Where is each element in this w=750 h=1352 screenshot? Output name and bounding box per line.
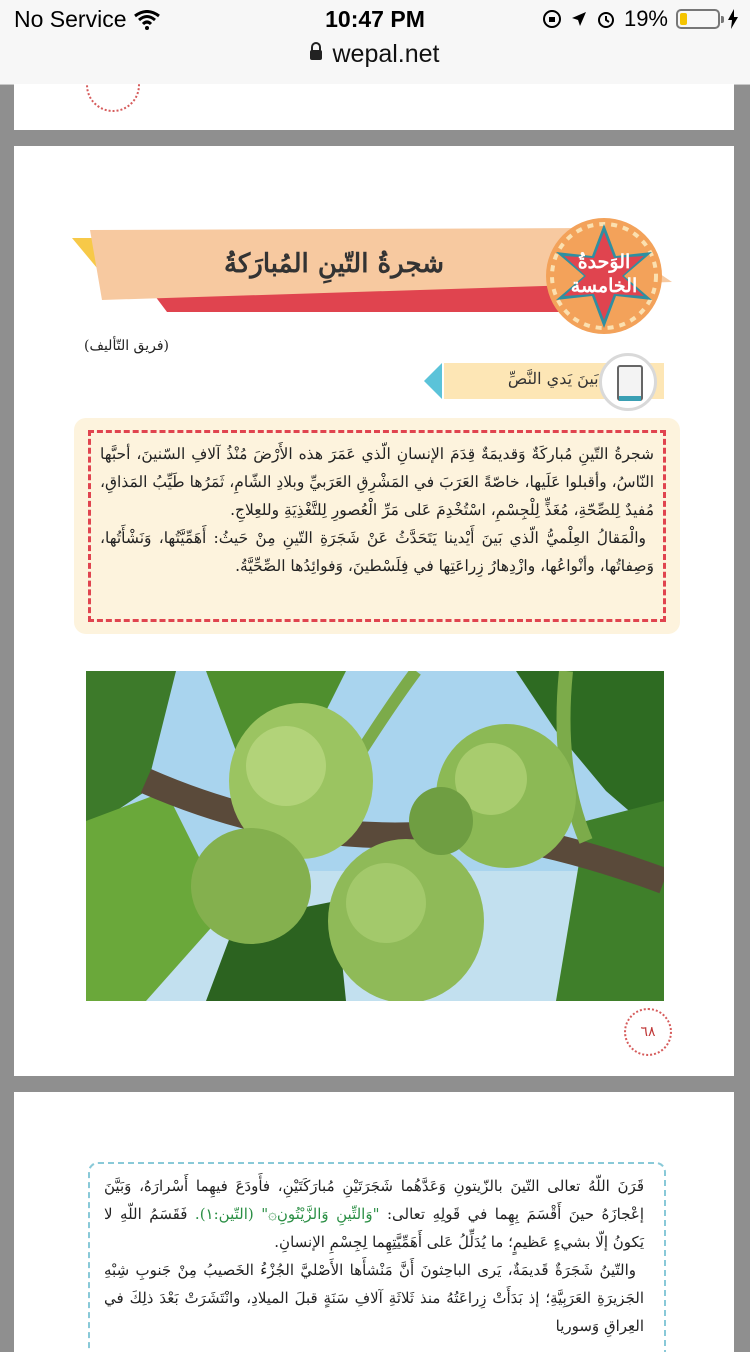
next-page-text bbox=[104, 1172, 644, 1340]
intro-paragraph: شجرةُ التّينِ مُباركَةٌ وَقديمَةٌ قِدَمَ الإنسانِ الّذي عَمَرَ هذه الأَرْضَ مُنْذُ آلافِ السّنينَ، أحبَّها النّاسُ، وأقبلوا عَلَيها، خاصّةً العَرَبَ في المَشْرِقِ العَرَبيِّ وبلادِ الشّامِ، ثَمَرُها طَيِّبُ المَذاقِ، مُفيدٌ لِلصِّحّةِ، مُغَذٍّ لِلْجِسْمِ، اسْتُخْدِمَ عَلى مَرِّ الْعُصورِ لِلتَّغْذِيَةِ وللعِلاجِ. bbox=[100, 445, 654, 519]
section-arrow bbox=[424, 363, 442, 399]
intro-paragraph: والْمَقالُ العِلْميُّ الّذي بَينَ أَيْدينا يَتَحَدَّثُ عَنْ شَجَرَةِ التّينِ مِنْ حَيثُ: أَهَمِّيَّتُها، وَنَشْأَتُها، وَصِفاتُها، وأنْواعُها، وازْدِهارُ زِراعَتِها في فِلَسْطينَ، وَفوائِدُها الصِّحِّيَّةُ. bbox=[100, 529, 654, 575]
intro-box bbox=[74, 418, 680, 634]
paragraph-text: فَقَسَمُ اللّهِ لا يَكونُ إلّا بشيءٍ عَظيمٍ؛ ما يُدَلِّلُ عَلى أَهَمِّيَّتِهِما لِجِسْمِ الإنسانِ. bbox=[104, 1205, 644, 1251]
book-icon bbox=[599, 353, 657, 411]
domain-label: wepal.net bbox=[332, 40, 440, 68]
location-icon bbox=[570, 10, 588, 28]
book-page bbox=[14, 146, 734, 1076]
battery-percent: 19% bbox=[623, 6, 668, 31]
lesson-title: شجرةُ التّينِ المُبارَكةُ bbox=[223, 249, 445, 279]
paragraph-text: قَرَنَ اللّهُ تعالى التّينَ بالزّيتونِ وَعَدَّهُما شَجَرَتَيْنِ مُبارَكَتَيْنِ، فأَودَعَ فيهِما أَسْرارَهُ، وَبَيَّنَ إعْجازَهُ حينَ أَقْسَمَ بِهِما في قَولِهِ تعالى: bbox=[104, 1177, 644, 1223]
alarm-icon bbox=[596, 9, 616, 29]
next-page-paragraph: والتّينُ شَجَرَةٌ قَديمَةٌ، يَرى الباحِثونَ أَنَّ مَنْشأَها الأَصْليَّ الجُزْءُ الخَصيبُ مِنْ جَنوبِ شِبْهِ الجَزيرَةِ العَرَبِيَّةِ؛ إذ بَدَأَتْ زِراعَتُهُ منذ ثَلاثَةِ آلافِ سَنَةٍ قبلَ الميلادِ، وانْتَشَرَتْ بَعْدَ ذلِكَ في العِراقِ وَسوريا bbox=[104, 1261, 644, 1335]
next-page-paragraph bbox=[104, 1172, 644, 1256]
carrier-label: No Service bbox=[14, 6, 127, 32]
unit-label: الوَحدةُ الخامسة bbox=[570, 251, 638, 297]
intro-text bbox=[100, 440, 654, 580]
status-right bbox=[542, 6, 738, 32]
address-bar[interactable] bbox=[0, 40, 750, 85]
next-page bbox=[14, 1092, 734, 1352]
page-number: ٦٨ bbox=[624, 1008, 672, 1056]
battery-icon bbox=[676, 9, 720, 29]
url-display[interactable] bbox=[0, 40, 750, 69]
lock-icon bbox=[310, 50, 322, 60]
quran-quote: "وَالتِّينِ وَالزَّيْتُونِ۞" (التّين:١). bbox=[194, 1205, 380, 1223]
previous-page bbox=[14, 84, 734, 130]
orientation-lock-icon bbox=[542, 9, 562, 29]
author-credit: (فريق التّأليف) bbox=[84, 338, 170, 354]
status-bar bbox=[0, 0, 750, 40]
fig-tree-photo bbox=[86, 671, 664, 1001]
section-label: بَينَ يَدي النَّصِّ bbox=[507, 369, 599, 388]
page-number-ornament bbox=[86, 84, 140, 112]
charging-icon bbox=[728, 9, 738, 29]
status-time: 10:47 PM bbox=[325, 6, 425, 32]
battery-fill bbox=[680, 13, 687, 25]
